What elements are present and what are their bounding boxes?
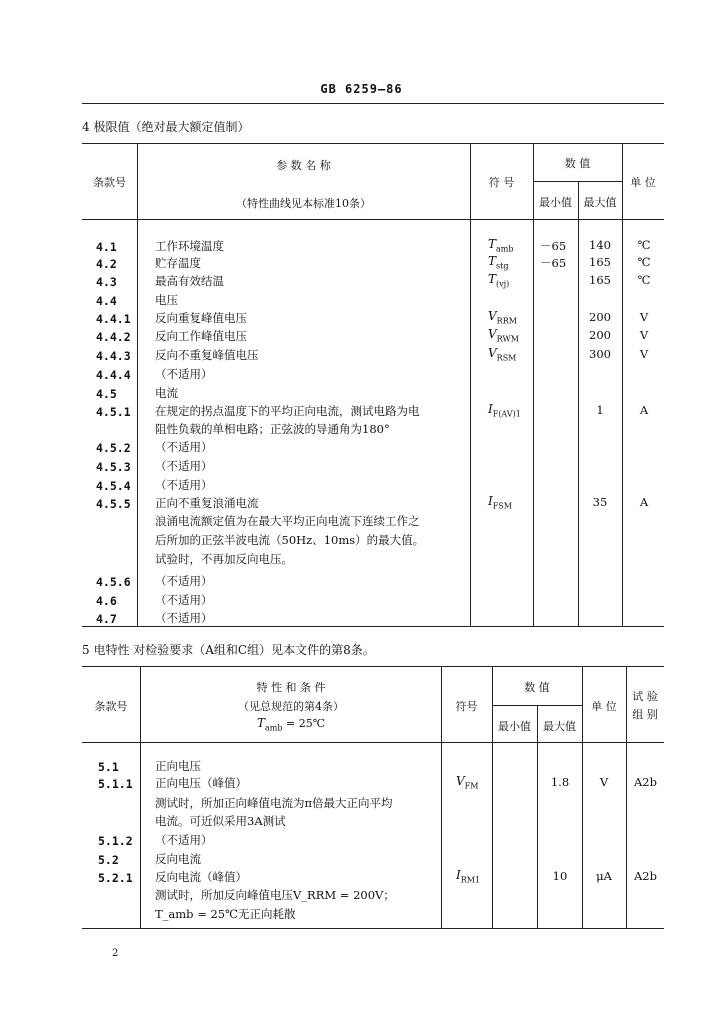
t5-max-value: 10: [552, 869, 568, 883]
t5-test-group: A2b: [634, 775, 657, 789]
t4-top: [82, 143, 664, 144]
t4-param-name: 反向不重复峰值电压: [155, 348, 259, 362]
t4-header-bottom: [82, 219, 664, 220]
t5-char-name: 反向电流: [155, 852, 201, 866]
t5-symbol: $V_{FM}$: [456, 774, 479, 791]
t4-v5: [622, 143, 623, 626]
t5-clause-no: 5.1.2: [98, 834, 133, 848]
t5-char-name: （不适用）: [155, 833, 213, 847]
header-rule: [82, 103, 664, 104]
t5-char-name: 测试时，所加正向峰值电流为π倍最大正向平均: [155, 796, 393, 810]
t5-col-value: 数 值: [524, 681, 550, 694]
t4-symbol: $I_{FSM}$: [488, 494, 512, 511]
t5-unit: V: [599, 775, 609, 789]
t4-v2: [470, 143, 471, 626]
section5-heading: 5 电特性 对检验要求（A组和C组）见本文件的第8条。: [82, 643, 375, 657]
t4-param-name: 阻性负载的单相电路；正弦波的导通角为180°: [155, 422, 390, 436]
t5-char-name: T_amb = 25℃无正向耗散: [155, 907, 296, 921]
t4-v1: [137, 143, 138, 626]
t4-unit: V: [639, 328, 649, 342]
t4-symbol: $V_{RWM}$: [488, 327, 519, 344]
t5-v4: [537, 705, 538, 928]
t4-clause-no: 4.2: [96, 257, 117, 271]
t4-param-name: 后所加的正弦半波电流（50Hz、10ms）的最大值。: [155, 533, 425, 547]
page-number: 2: [112, 948, 119, 959]
t4-symbol: $V_{RRM}$: [488, 309, 517, 326]
t4-param-name: （不适用）: [155, 574, 213, 588]
t5-col-max: 最大值: [543, 720, 576, 733]
t4-clause-no: 4.4: [96, 294, 117, 308]
t4-clause-no: 4.7: [96, 612, 117, 626]
t5-col-name2: （见总规范的第4条）: [238, 700, 344, 713]
t4-col-min: 最小值: [539, 196, 572, 209]
t4-clause-no: 4.5.4: [96, 479, 131, 493]
t4-v3: [533, 143, 534, 626]
t5-symbol: $I_{RM1}$: [456, 868, 481, 885]
t5-col-symbol: 符号: [455, 700, 478, 713]
t5-clause-no: 5.2.1: [98, 871, 133, 885]
t4-unit: V: [639, 347, 649, 361]
t4-col-name-sub: （特性曲线见本标准10条）: [236, 197, 371, 210]
t4-v4: [578, 181, 579, 626]
t4-symbol: $I_{F(AV)1}$: [488, 402, 521, 419]
t4-param-name: （不适用）: [155, 611, 213, 625]
t5-clause-no: 5.2: [98, 853, 119, 867]
t4-max-value: 200: [589, 310, 611, 324]
t4-unit: A: [639, 495, 649, 509]
t4-max-value: 165: [589, 273, 611, 287]
t4-min-value: －65: [540, 239, 567, 253]
t4-symbol: $T_{(vj)}$: [488, 272, 510, 289]
t4-param-name: 试验时，不再加反向电压。: [155, 552, 293, 566]
t4-col-clause: 条款号: [93, 176, 126, 189]
t4-clause-no: 4.4.4: [96, 368, 131, 382]
t4-clause-no: 4.5.3: [96, 460, 131, 474]
t5-col-group1: 试 验: [632, 690, 658, 703]
t4-param-name: 反向重复峰值电压: [155, 311, 247, 325]
t4-param-name: （不适用）: [155, 459, 213, 473]
t4-clause-no: 4.5.6: [96, 575, 131, 589]
t4-param-name: 贮存温度: [155, 256, 201, 270]
t4-clause-no: 4.5: [96, 387, 117, 401]
t4-max-value: 200: [589, 328, 611, 342]
t4-clause-no: 4.4.3: [96, 349, 131, 363]
t4-param-name: 在规定的拐点温度下的平均正向电流，测试电路为电: [155, 404, 420, 418]
t4-param-name: 工作环境温度: [155, 239, 224, 253]
t4-symbol: $V_{RSM}$: [488, 346, 517, 363]
t4-param-name: 正向不重复浪涌电流: [155, 496, 259, 510]
t4-col-name: 参 数 名 称: [276, 159, 331, 172]
t4-symbol: $T_{amb}$: [488, 237, 514, 254]
t4-max-value: 35: [592, 495, 608, 509]
t5-unit: μA: [596, 869, 612, 883]
t4-clause-no: 4.5.5: [96, 497, 131, 511]
t5-max-value: 1.8: [550, 775, 570, 789]
t4-param-name: （不适用）: [155, 367, 213, 381]
t4-param-name: （不适用）: [155, 593, 213, 607]
t5-char-name: 反向电流（峰值）: [155, 870, 247, 884]
t4-clause-no: 4.4.1: [96, 312, 131, 326]
t4-col-max: 最大值: [583, 196, 617, 209]
t4-clause-no: 4.5.1: [96, 405, 131, 419]
t5-value-split: [492, 705, 582, 706]
t5-bottom: [82, 928, 664, 929]
t4-param-name: 电流: [155, 386, 178, 400]
t4-param-name: 反向工作峰值电压: [155, 329, 247, 343]
t4-max-value: 165: [589, 255, 611, 269]
t5-col-unit: 单 位: [591, 700, 617, 713]
t5-col-group2: 组 别: [632, 708, 658, 721]
t5-col-clause: 条款号: [94, 700, 128, 713]
t5-top: [82, 666, 664, 667]
t5-test-group: A2b: [634, 869, 657, 883]
t4-symbol: $T_{stg}$: [488, 254, 509, 271]
t4-param-name: （不适用）: [155, 478, 213, 492]
t5-col-name1: 特 性 和 条 件: [256, 681, 326, 694]
t5-char-name: 正向电压: [155, 759, 201, 773]
t4-col-symbol: 符 号: [488, 176, 515, 189]
t5-col-name3: $T_{amb}$ = 25℃: [256, 716, 325, 733]
t4-unit: ℃: [637, 255, 651, 269]
t4-param-name: （不适用）: [155, 440, 213, 454]
section4-heading: 4 极限值（绝对最大额定值制）: [82, 120, 250, 134]
t4-unit: ℃: [637, 238, 651, 252]
t4-param-name: 最高有效结温: [155, 274, 224, 288]
t4-bottom: [82, 626, 664, 627]
t4-clause-no: 4.4.2: [96, 330, 131, 344]
t4-max-value: 300: [589, 347, 611, 361]
t4-min-value: －65: [540, 256, 567, 270]
document-header: GB 6259—86: [320, 82, 403, 96]
t5-char-name: 测试时，所加反向峰值电压V_RRM = 200V；: [155, 888, 395, 902]
t4-unit: V: [639, 310, 649, 324]
t4-unit: ℃: [637, 273, 651, 287]
t4-param-name: 浪涌电流额定值为在最大平均正向电流下连续工作之: [155, 514, 420, 528]
t5-header-bottom: [82, 742, 664, 743]
t4-value-split: [533, 181, 622, 182]
t4-clause-no: 4.3: [96, 275, 117, 289]
t4-max-value: 1: [596, 403, 604, 417]
t4-max-value: 140: [589, 238, 611, 252]
t5-clause-no: 5.1: [98, 760, 119, 774]
t4-col-value: 数 值: [564, 157, 591, 170]
t4-unit: A: [639, 403, 649, 417]
t5-char-name: 电流。可近似采用3A测试: [155, 814, 286, 828]
t4-param-name: 电压: [155, 293, 178, 307]
t4-clause-no: 4.6: [96, 594, 117, 608]
t5-char-name: 正向电压（峰值）: [155, 776, 247, 790]
t5-clause-no: 5.1.1: [98, 777, 133, 791]
t5-col-min: 最小值: [498, 720, 531, 733]
t4-clause-no: 4.5.2: [96, 441, 131, 455]
t4-clause-no: 4.1: [96, 240, 117, 254]
t4-col-unit: 单 位: [630, 176, 656, 189]
